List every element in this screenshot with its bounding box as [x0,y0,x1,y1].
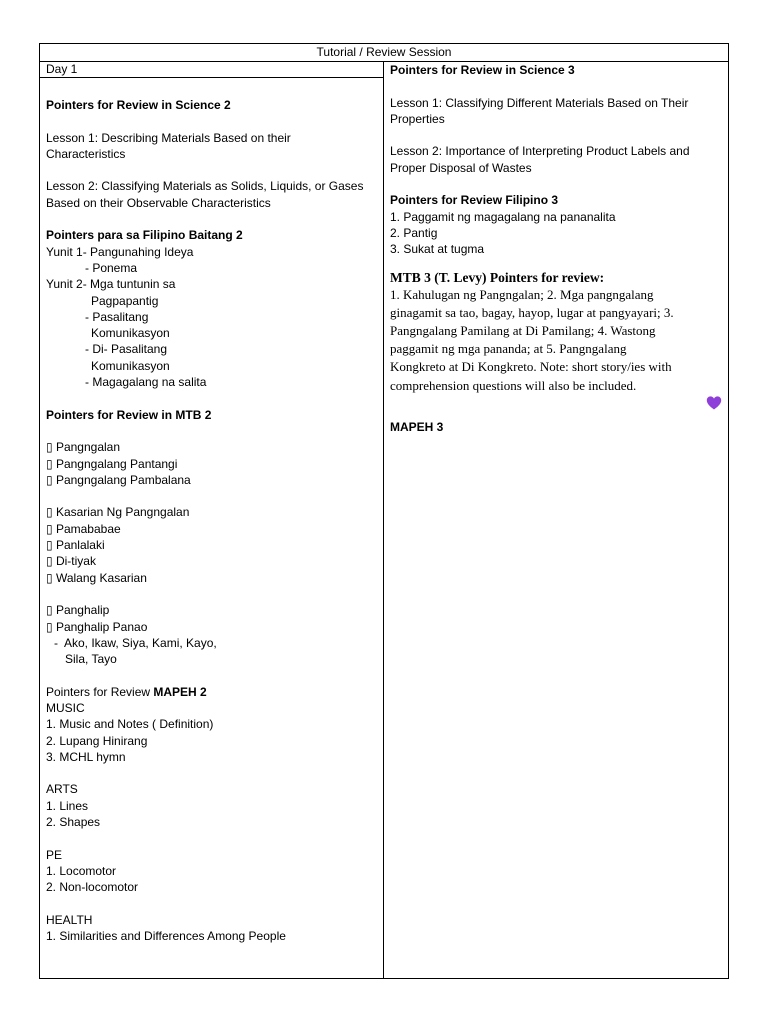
filipino2-line: - Di- Pasalitang [85,342,168,357]
mtb3-heading: MTB 3 (T. Levy) Pointers for review: [390,269,605,285]
science3-heading: Pointers for Review in Science 3 [390,63,575,77]
filipino3-item: 2. Pantig [390,225,438,240]
table-title: Tutorial / Review Session [40,44,728,62]
mtb3-line: ginagamit sa tao, bagay, hayop, lugar at pangyayari; 3. [390,304,674,320]
right-column [384,62,728,978]
mtb2-subitem: Sila, Tayo [65,652,117,667]
mtb2-item: ▯ Panghalip Panao [46,619,148,634]
mapeh3-heading: MAPEH 3 [390,419,444,434]
mtb3-line: paggamit ng mga pananda; at 5. Pangngalang [390,341,627,357]
filipino2-line: - Ponema [85,260,138,275]
filipino3-item: 1. Paggamit ng magagalang na pananalita [390,209,616,224]
science2-lesson1-line2: Characteristics [46,146,126,161]
science3-lesson1-line2: Properties [390,111,445,126]
mtb3-line: comprehension questions will also be included. [390,377,637,393]
left-column [40,62,384,978]
science2-lesson2-line2: Based on their Observable Characteristics [46,195,271,210]
music-item: 2. Lupang Hinirang [46,733,148,748]
arts-label: ARTS [46,782,78,797]
music-item: 3. MCHL hymn [46,749,126,764]
bullet-icon: ▯ [46,554,53,569]
bullet-icon: ▯ [46,505,53,520]
pe-item: 2. Non-locomotor [46,880,139,895]
pe-item: 1. Locomotor [46,863,117,878]
day-label: Day 1 [40,62,383,78]
bullet-icon: ▯ [46,521,53,536]
mtb2-item: ▯ Pamababae [46,521,121,536]
filipino3-item: 3. Sukat at tugma [390,242,485,257]
science2-heading: Pointers for Review in Science 2 [46,98,231,112]
purple-heart-icon [706,395,722,411]
mtb3-line: Pangngalang Pamilang at Di Pamilang; 4. Wastong [390,322,656,338]
science3-lesson2-line2: Proper Disposal of Wastes [390,160,532,175]
science3-lesson1-line1: Lesson 1: Classifying Different Materials Based on Their [390,95,689,110]
bullet-icon: ▯ [46,472,53,487]
mtb2-item: ▯ Pangngalan [46,440,121,455]
bullet-icon: ▯ [46,619,53,634]
mtb2-subitem: - Ako, Ikaw, Siya, Kami, Kayo, [54,635,217,650]
mtb2-item: ▯ Walang Kasarian [46,570,147,585]
science2-lesson2-line1: Lesson 2: Classifying Materials as Solids, Liquids, or Gases [46,179,364,194]
filipino2-line: Pagpapantig [91,293,159,308]
filipino2-line: Yunit 2- Mga tuntunin sa [46,277,176,292]
mtb2-item: ▯ Di-tiyak [46,554,96,569]
science2-lesson1-line1: Lesson 1: Describing Materials Based on their [46,130,291,145]
mtb3-line: Kongkreto at Di Kongkreto. Note: short story/ies with [390,359,672,375]
filipino2-line: - Pasalitang [85,309,149,324]
music-label: MUSIC [46,700,85,715]
filipino2-line: Komunikasyon [91,326,170,341]
science3-lesson2-line1: Lesson 2: Importance of Interpreting Product Labels and [390,144,690,159]
filipino2-line: - Magagalang na salita [85,375,207,390]
filipino2-line: Komunikasyon [91,358,170,373]
mtb2-item: ▯ Panghalip [46,603,110,618]
mtb2-item: ▯ Pangngalang Pambalana [46,472,191,487]
filipino3-heading: Pointers for Review Filipino 3 [390,193,559,208]
pe-label: PE [46,847,63,862]
left-cell-content [40,78,383,944]
mtb2-item: ▯ Panlalaki [46,538,105,553]
bullet-icon: ▯ [46,440,53,455]
arts-item: 2. Shapes [46,815,101,830]
mtb2-item: ▯ Pangngalang Pantangi [46,456,178,471]
arts-item: 1. Lines [46,798,89,813]
health-label: HEALTH [46,912,93,927]
mtb2-item: ▯ Kasarian Ng Pangngalan [46,505,190,520]
mtb3-line: 1. Kahulugan ng Pangngalan; 2. Mga pangngalang [390,286,654,302]
mapeh2-heading: Pointers for Review MAPEH 2 [46,684,207,699]
right-cell-content [384,62,728,435]
mtb2-heading: Pointers for Review in MTB 2 [46,407,212,422]
bullet-icon: ▯ [46,603,53,618]
filipino2-line: Yunit 1- Pangunahing Ideya [46,244,194,259]
music-item: 1. Music and Notes ( Definition) [46,717,214,732]
review-table [39,43,729,979]
bullet-icon: ▯ [46,538,53,553]
filipino2-heading: Pointers para sa Filipino Baitang 2 [46,228,243,243]
bullet-icon: ▯ [46,570,53,585]
bullet-icon: ▯ [46,456,53,471]
health-item: 1. Similarities and Differences Among People [46,929,286,944]
